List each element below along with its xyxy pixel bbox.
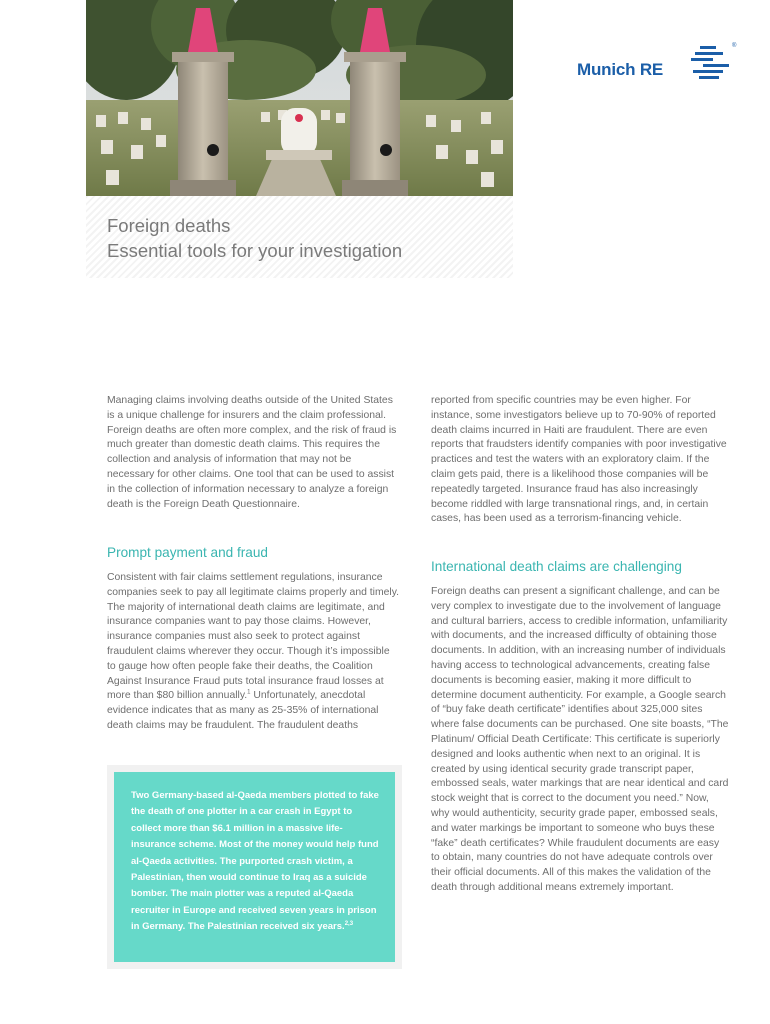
intro-paragraph-block <box>107 394 401 512</box>
prompt-payment-text-a: Consistent with fair claims settlement regulations, insurance companies seek to pay all legitimate claims properly and timely. The majority of international death claims are legitimate, and insurance companies want to pay those claims. However, insurance companies must also seek to protect against fraudulent claims wherever they occur. Though it’s impossible to gauge how often people fake their deaths, the Coalition Against Insurance Fraud puts total insurance fraud losses at more than $80 billion annually. <box>107 572 400 702</box>
right-paragraph-block <box>431 394 729 527</box>
right-paragraph: reported from specific countries may be even higher. For instance, some investigators believe up to 70-90% of reported death claims incurred in Haiti are fraudulent. There are even reports that fraudsters identify companies with poor investigative practices and test the waters with an exploratory claim. If the claim gets paid, there is a likelihood those companies will be repeatedly targeted. Insurance fraud has also increasingly become riddled with large transnational rings, and, in certain cases, has been used as a terrorism-financing vehicle. <box>431 395 727 525</box>
callout-box <box>114 772 395 962</box>
registered-mark: ® <box>732 43 737 49</box>
logo-waves-icon <box>691 44 729 82</box>
prompt-payment-text-b: Unfortunately, anecdotal evidence indicates that as many as 25-35% of international death claims may be fraudulent. The fraudulent deaths <box>107 690 379 731</box>
international-claims-paragraph: Foreign deaths can present a significant challenge, and can be very complex to investigate due to the involvement of language and cultural barriers, access to credible information, unfamiliarity with documents, and the increased difficulty of obtaining those documents. In addition, with an increasing number of individuals having access to technological advancements, creating false documents is becoming easier, making it more difficult to determine document authenticity. For example, a Google search of “buy fake death certificate” identifies about 325,000 sites where false documents can be purchased. One site boasts, “The Platinum/ Official Death Certificate: This certificate is superiorly designed and looks authentic when next to an original. It is created by using identical security grade transcript paper, embossed seals, water markings that are near identical and card stock weight that is correct to the document you need.” Now, why would authenticity, security grade paper, embossed seals, and water markings be important to someone who buys these “fake” death certificates? While fraudulent documents are easy to obtain, many countries do not have adequate controls over their official documents. All of this makes the validation of the death through additional means extremely important. <box>431 586 729 893</box>
logo-text: Munich RE <box>577 60 664 79</box>
footnote-ref-1: 1 <box>247 689 251 696</box>
prompt-payment-paragraph <box>107 571 401 734</box>
callout-paragraph <box>131 788 381 936</box>
hero-photo <box>86 0 513 196</box>
page-subtitle: Essential tools for your investigation <box>107 240 403 261</box>
cemetery-gate-image <box>86 0 513 196</box>
intro-paragraph: Managing claims involving deaths outside of the United States is a unique challenge for insurers and the claim professional. Foreign deaths are often more complex, and the risk of fraud is much greater than domestic death claims. This requires the collection and analysis of information that may not be necessary for other claims. One tool that can be used to assist in the collection of information necessary to analyze a foreign death is the Foreign Death Questionnaire. <box>107 395 397 510</box>
page-title: Foreign deaths <box>107 215 231 236</box>
heading-prompt-payment: Prompt payment and fraud <box>107 545 268 560</box>
footnote-ref-2-3: 2,3 <box>344 921 354 928</box>
munich-re-logo <box>577 44 737 84</box>
heading-international-claims: International death claims are challenging <box>431 559 682 574</box>
callout-text: Two Germany-based al-Qaeda members plotted to fake the death of one plotter in a car crash in Egypt to collect more than $6.1 million in a massive life-insurance scheme. Most of the money would help fund al-Qaeda activities. The purported crash victim, a Palestinian, then would continue to Iraq as a suicide bomber. The main plotter was a reputed al-Qaeda recruiter in Europe and received seven years in prison in Germany. The Palestinian received six years. <box>131 790 379 933</box>
title-band <box>86 196 513 278</box>
